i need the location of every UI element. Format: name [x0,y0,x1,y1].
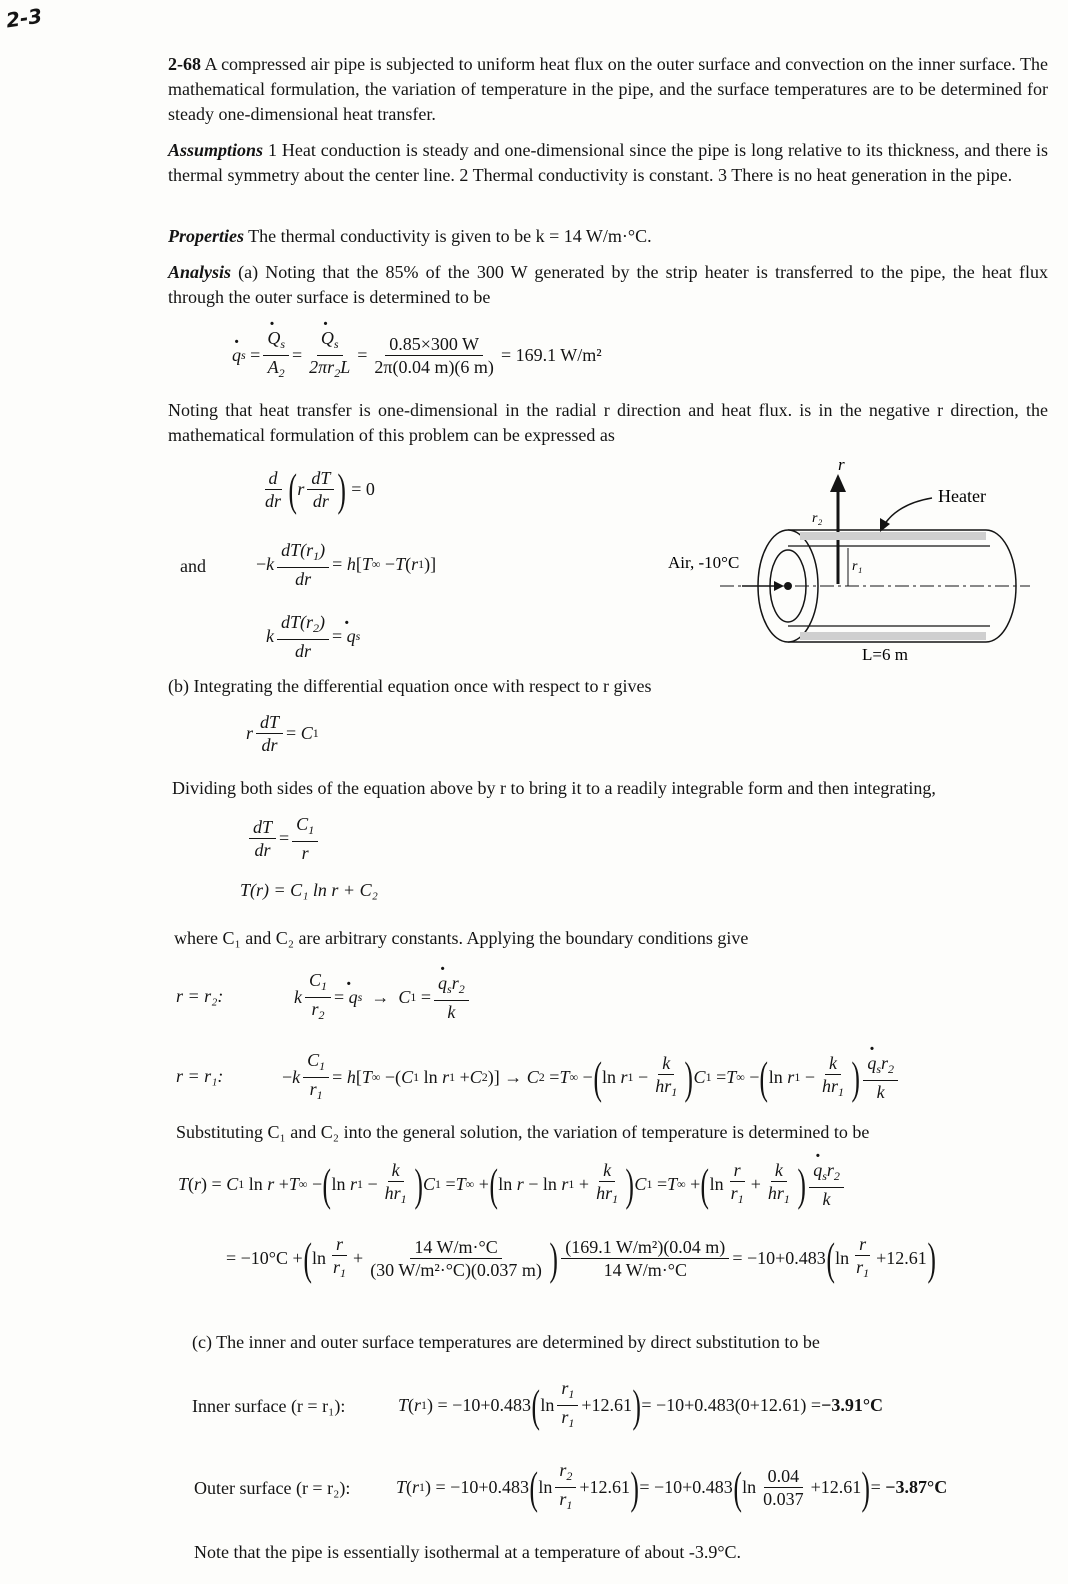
k-denominator: 14 W/m·°C [603,1260,687,1280]
qs-r2-value: (169.1 W/m²)(0.04 m) [561,1237,729,1259]
inner-surface-value: −3.91°C [821,1395,884,1415]
temperature-profile-numeric: = −10°C + ( ln $\frac{r}{r_1}$ + $\frac{14 W/m\cdot^\circ C}{\text{(30 W/m²·°C)(0.037 m)}}$ ) $\frac{\text{(169.1 W/m²)(0.04 m)}}{14 W/m\cdot^\circ C}$ = −10+0.483 ( ln $\frac{r}{r_1}$ +12.61 ) [226,1232,936,1284]
air-label: Air, -10°C [668,553,740,572]
formulation-text: Noting that heat transfer is one-dimensional in the radial r direction and heat flux. is in the negative r direction, the mathematical formulation of this problem can be expressed as [168,400,1048,445]
inner-surface-label: Inner surface (r = r₁): [192,1396,346,1416]
problem-number: 2-68 [168,54,201,74]
problem-statement: 2-68 A compressed air pipe is subjected to uniform heat flux on the outer surface and convection on the inner surface. The mathematical formulation, the variation of temperature in the pipe, and the surface temperatures are to be determined for steady one-dimensional heat transfer. [168,54,1048,124]
t-inf-term: = −10°C + [226,1248,303,1268]
general-solution: T(r) = C₁ ln r + C₂ [240,880,378,900]
dividing-text: Dividing both sides of the equation above by r to bring it to a readily integrable form and then integrating, [172,778,936,798]
r-axis-arrowhead [830,474,846,492]
length-label: L=6 m [862,645,908,664]
k-value: 14 W/m·°C [410,1237,501,1259]
inner-surface-equation: T ( r 1 ) = −10+0.483 ( ln $\frac{r_1}{r_1}$ +12.61 ) = −10+0.483(0+12.61) = −3.91°C [398,1378,884,1431]
outer-surface-value: −3.87°C [885,1477,948,1497]
r-axis-label: r [838,455,845,474]
heat-flux-result: = 169.1 W/m² [500,345,602,365]
assumptions-paragraph: Assumptions 1 Heat conduction is steady and one-dimensional since the pipe is long relative to its thickness, and there is thermal symmetry about the center line. 2 Thermal conductivity is constant. 3 There is no heat generation in the pipe. [168,140,1048,185]
properties-label: Properties [168,226,244,246]
bc-inner-convection: − k $\frac{dT(r_1)}{dr}$ = h [ T ∞ − T ( r 1 )] [256,540,437,589]
h-r1-value: (30 W/m²·°C)(0.037 m) [370,1260,542,1280]
corner-mark: 2-3 [4,3,44,33]
where-text: where C₁ and C₂ are arbitrary constants. Applying the boundary conditions give [174,928,749,948]
and-label: and [180,556,206,576]
r2-label: r₂ [812,511,823,526]
assumptions-label: Assumptions [168,140,264,160]
heat-flux-denominator: 2π(0.04 m)(6 m) [374,357,494,377]
note-text: Note that the pipe is essentially isothermal at a temperature of about -3.9°C. [194,1542,742,1562]
analysis-paragraph: Analysis (a) Noting that the 85% of the 300 W generated by the strip heater is transferred to the pipe, the heat flux through the outer surface is determined to be [168,262,1048,307]
r1-label: r₁ [852,559,863,574]
pipe-diagram [660,452,1050,672]
heater-strip-bottom [800,632,986,640]
analysis-label: Analysis [168,262,232,282]
bc1-equation: k $\frac{C_1}{r_2}$ = · q s → C 1 = · $\frac{q_sr_2}{k}$ [294,970,472,1025]
profile-result: = −10+0.483 [732,1248,826,1268]
outer-surface-label: Outer surface (r = r₂): [194,1478,351,1498]
heat-flux-numerator: 0.85×300 W [385,334,483,356]
part-c-text: (c) The inner and outer surface temperatures are determined by direct substitution to be [192,1332,820,1352]
heater-strip-top [800,532,986,540]
differential-equation: $\frac{d}{dr}$ ( r $\frac{dT}{dr}$ ) = 0 [265,463,375,515]
heater-label: Heater [938,486,986,506]
outer-surface-equation: T ( r 1 ) = −10+0.483 ( ln $\frac{r_2}{r_1}$ +12.61 ) = −10+0.483 ( ln $\frac{0.04}{0.037}$ +12.61 ) = −3.87°C [396,1460,948,1513]
first-integral: r $\frac{dT}{dr}$ = C 1 [246,712,319,755]
temperature-profile-general: T ( r ) = C 1 ln r + T ∞ − ( ln r 1 − $\frac{k}{hr_1}$ ) C 1 = T ∞ + ( ln r − ln r 1 + $\frac{k}{hr_1}$ ) C 1 = T ∞ + ( ln $\frac{r}{r_1}$ + $\frac{k}{hr_1}$ ) · $\frac{q_sr_2}{k}$ [178,1160,847,1209]
bc2-label: r = r₁: [176,1066,224,1086]
substituting-text: Substituting C₁ and C₂ into the general solution, the variation of temperature is determined to be [176,1122,870,1142]
heat-flux-equation: · q s = · $\frac{Q_s}{A_2}$ = · $\frac{Q_s}{2\pi r_2L}$ = $\frac{0.85\times 300 W}{2\pi(0.04 m)(6 m)}$ = 169.1 W/m² [232,328,602,383]
bc1-label: r = r₂: [176,986,224,1006]
separated-equation: $\frac{dT}{dr}$ = $\frac{C_1}{r}$ [246,814,321,863]
properties-paragraph: Properties The thermal conductivity is given to be k = 14 W/m·°C. [168,226,652,246]
bc2-equation: − k $\frac{C_1}{r_1}$ = h [ T ∞ −( C 1 ln r 1 + C 2 )] → C 2 = T ∞ − ( ln r 1 − $\frac{k}{hr_1}$ ) C 1 = T ∞ − ( ln r 1 − $\frac{k}{hr_1}$ ) · $\frac{q_sr_2}{k}$ [282,1050,901,1105]
part-b-text: (b) Integrating the differential equation once with respect to r gives [168,676,652,696]
bc-outer-flux: k $\frac{dT(r_2)}{dr}$ = · q s [266,612,360,661]
